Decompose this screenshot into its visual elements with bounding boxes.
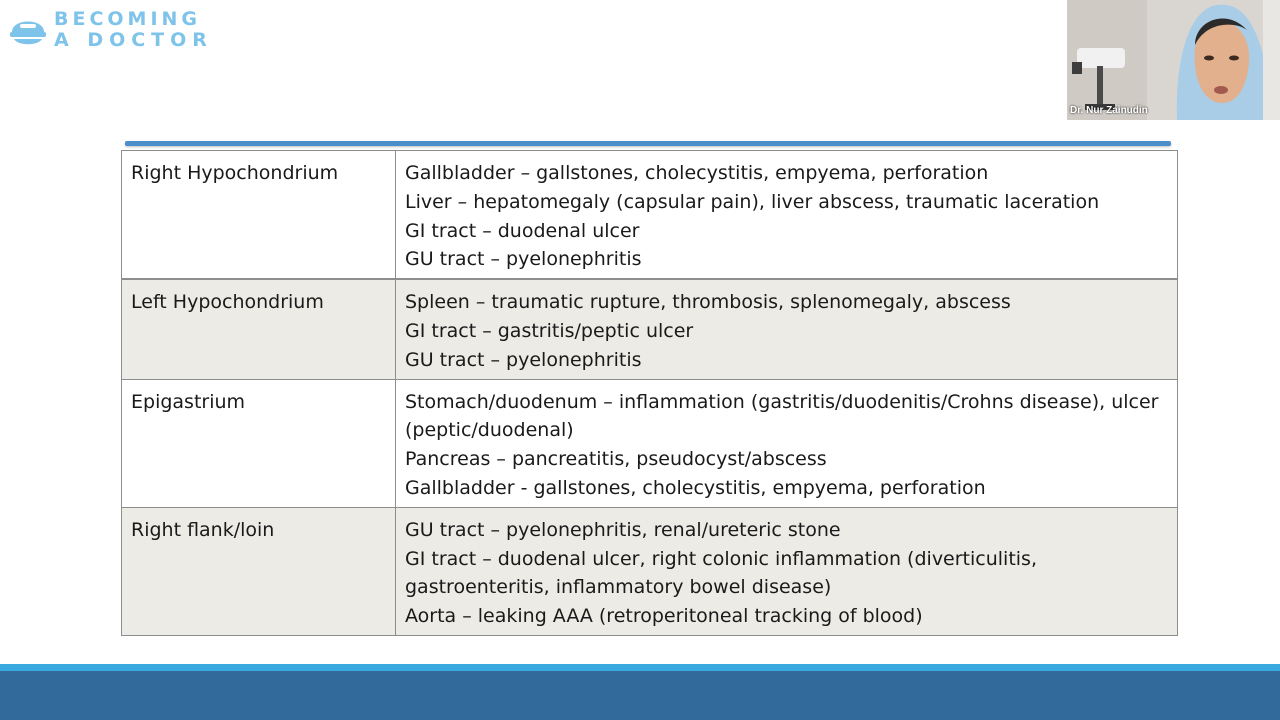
- abdominal-pain-causes-table: [121, 150, 1178, 636]
- footer-accent-bar: [0, 664, 1280, 671]
- cause-line: GU tract – pyelonephritis: [405, 248, 642, 271]
- region-cell: Left Hypochondrium: [122, 279, 396, 379]
- causes-cell: [396, 507, 1178, 635]
- presenter-name-label: Dr. Nur Zainudin: [1070, 105, 1148, 116]
- table-row: [122, 151, 1178, 280]
- footer-bar: [0, 671, 1280, 720]
- cause-line: Liver – hepatomegaly (capsular pain), liver abscess, traumatic laceration: [405, 190, 1100, 213]
- logo-line-1: BECOMING: [54, 8, 202, 30]
- causes-cell: [396, 151, 1178, 280]
- table-row: [122, 379, 1178, 507]
- table-row: [122, 279, 1178, 379]
- cause-line: GU tract – pyelonephritis: [405, 348, 642, 371]
- region-cell: Epigastrium: [122, 379, 396, 507]
- cause-line: GI tract – gastritis/peptic ulcer: [405, 319, 694, 342]
- cause-line: GU tract – pyelonephritis, renal/ureteric stone: [405, 518, 841, 541]
- logo-line-2: A DOCTOR: [54, 29, 213, 51]
- cause-line: Aorta – leaking AAA (retroperitoneal tracking of blood): [405, 605, 923, 628]
- presenter-video-frame: [1067, 0, 1280, 120]
- causes-cell: [396, 379, 1178, 507]
- logo-wordmark: [54, 10, 213, 50]
- title-divider-rule: [125, 141, 1171, 146]
- cause-line: Pancreas – pancreatitis, pseudocyst/abscess: [405, 448, 827, 471]
- presenter-webcam-video: [1067, 0, 1280, 120]
- becoming-a-doctor-logo: [8, 8, 213, 52]
- cause-line: Spleen – traumatic rupture, thrombosis, splenomegaly, abscess: [405, 291, 1011, 314]
- stethoscope-head-icon: [8, 10, 48, 50]
- region-cell: Right Hypochondrium: [122, 151, 396, 280]
- cause-line: GI tract – duodenal ulcer: [405, 219, 640, 242]
- region-cell: Right flank/loin: [122, 507, 396, 635]
- cause-line: GI tract – duodenal ulcer, right colonic inflammation (diverticulitis, gastroenteritis, inflammatory bowel disease): [405, 547, 1038, 599]
- cause-line: Gallbladder - gallstones, cholecystitis, empyema, perforation: [405, 476, 986, 499]
- cause-line: Gallbladder – gallstones, cholecystitis, empyema, perforation: [405, 162, 989, 184]
- table-row: [122, 507, 1178, 635]
- cause-line: Stomach/duodenum – inflammation (gastritis/duodenitis/Crohns disease), ulcer (peptic/duodenal): [405, 390, 1159, 442]
- causes-cell: [396, 279, 1178, 379]
